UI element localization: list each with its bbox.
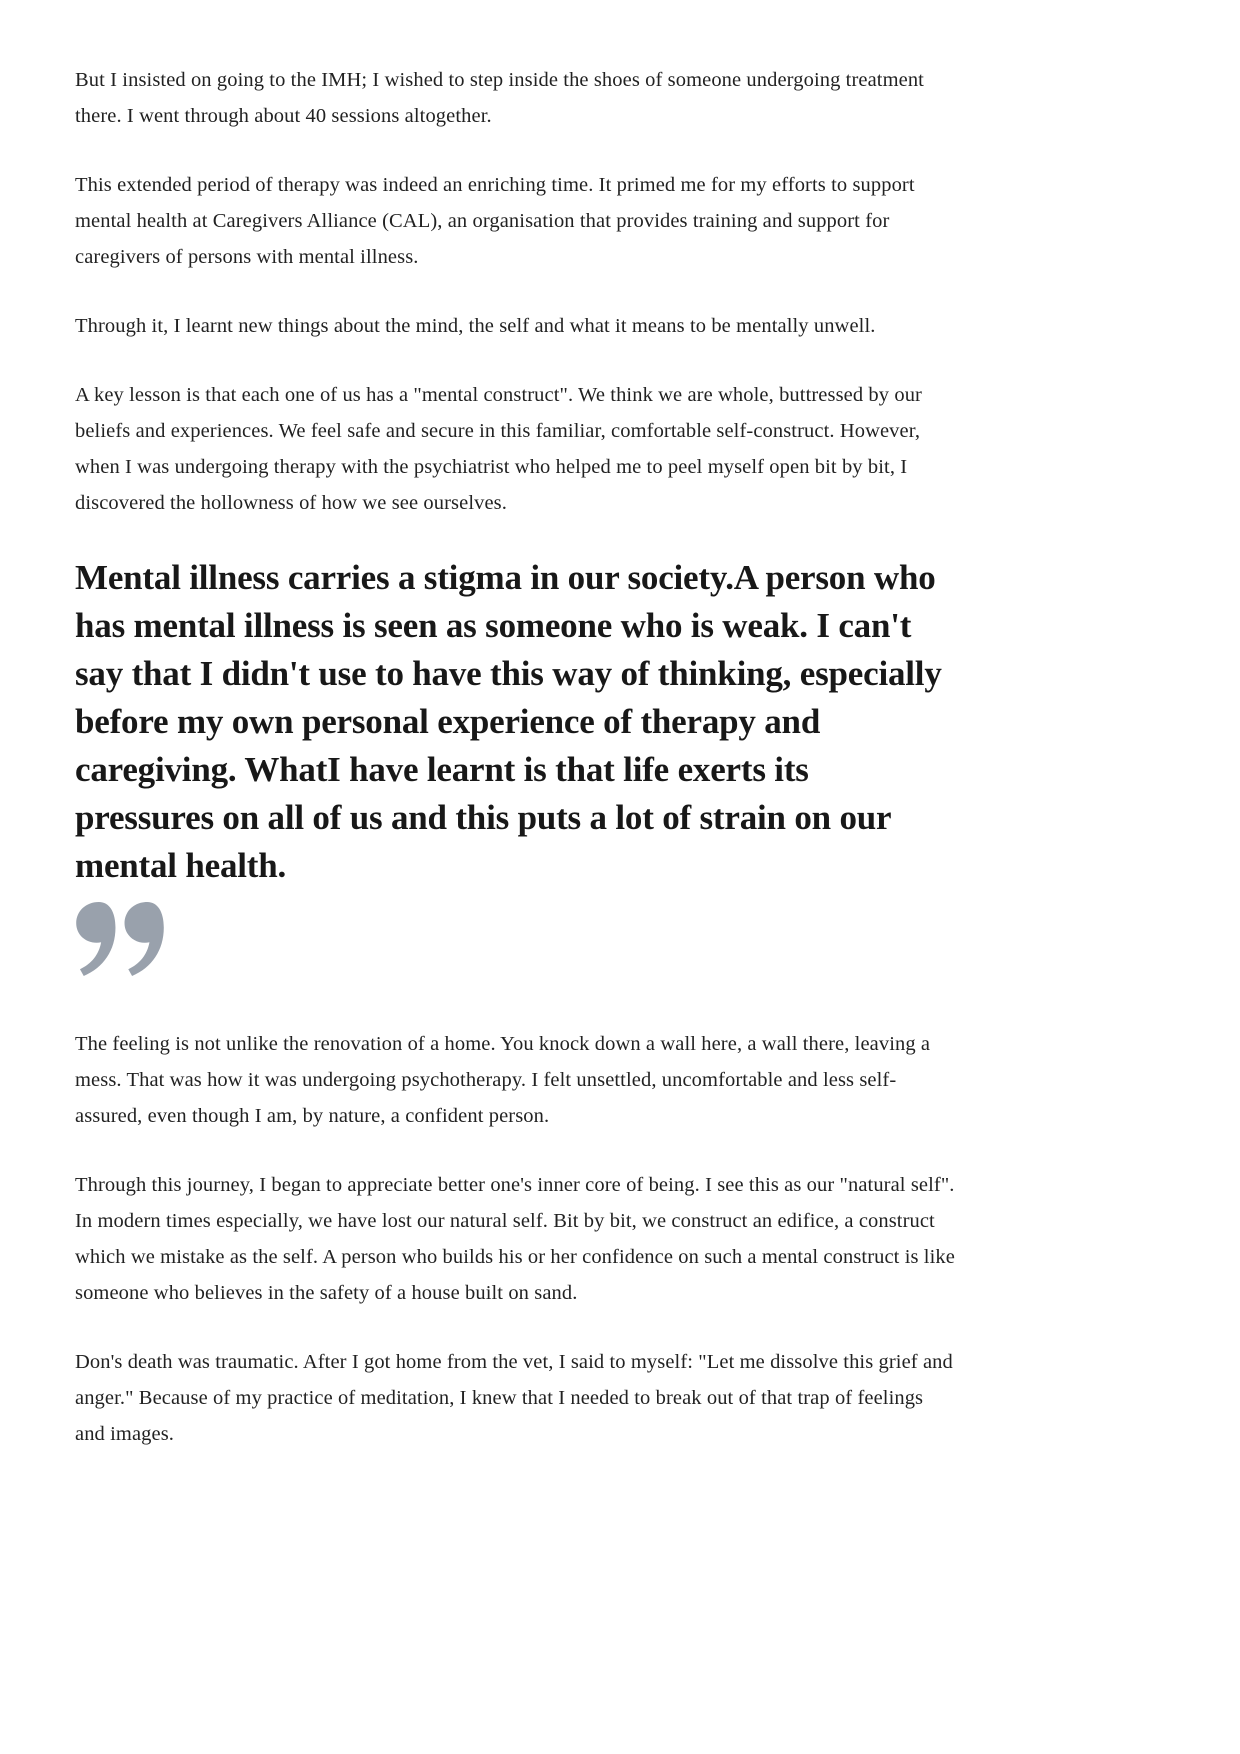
paragraph-extended-therapy: This extended period of therapy was indeed an enriching time. It primed me for my efforts to support mental health at Caregivers Alliance (CAL), an organisation that provides training and support for caregivers of persons with mental illness. bbox=[75, 174, 915, 268]
paragraph-imh-sessions: But I insisted on going to the IMH; I wished to step inside the shoes of someone undergoing treatment there. I went through about 40 sessions altogether. bbox=[75, 69, 924, 127]
pull-quote bbox=[75, 554, 955, 980]
pull-quote-text: Mental illness carries a stigma in our society.A person who has mental illness is seen as someone who is weak. I can't say that I didn't use to have this way of thinking, especially before my own personal experience of therapy and caregiving. WhatI have learnt is that life exerts its pressures on all of us and this puts a lot of strain on our mental health. bbox=[75, 558, 942, 885]
paragraph-natural-self: Through this journey, I began to appreciate better one's inner core of being. I see this as our "natural self". In modern times especially, we have lost our natural self. Bit by bit, we construct an edifice, a construct which we mistake as the self. A person who builds his or her confidence on such a mental construct is like someone who believes in the safety of a house built on sand. bbox=[75, 1174, 955, 1304]
paragraph-learnt-new-things: Through it, I learnt new things about the mind, the self and what it means to be mentally unwell. bbox=[75, 315, 876, 337]
paragraph-key-lesson: A key lesson is that each one of us has a "mental construct". We think we are whole, buttressed by our beliefs and experiences. We feel safe and secure in this familiar, comfortable self-construct. However, when I was undergoing therapy with the psychiatrist who helped me to peel myself open bit by bit, I discovered the hollowness of how we see ourselves. bbox=[75, 384, 922, 514]
paragraph-dons-death: Don's death was traumatic. After I got home from the vet, I said to myself: "Let me dissolve this grief and anger." Because of my practice of meditation, I knew that I needed to break out of that trap of feelings and images. bbox=[75, 1351, 953, 1445]
closing-quote-icon bbox=[75, 902, 175, 980]
paragraph-renovation: The feeling is not unlike the renovation of a home. You knock down a wall here, a wall there, leaving a mess. That was how it was undergoing psychotherapy. I felt unsettled, uncomfortable and less self-assured, even though I am, by nature, a confident person. bbox=[75, 1033, 931, 1127]
